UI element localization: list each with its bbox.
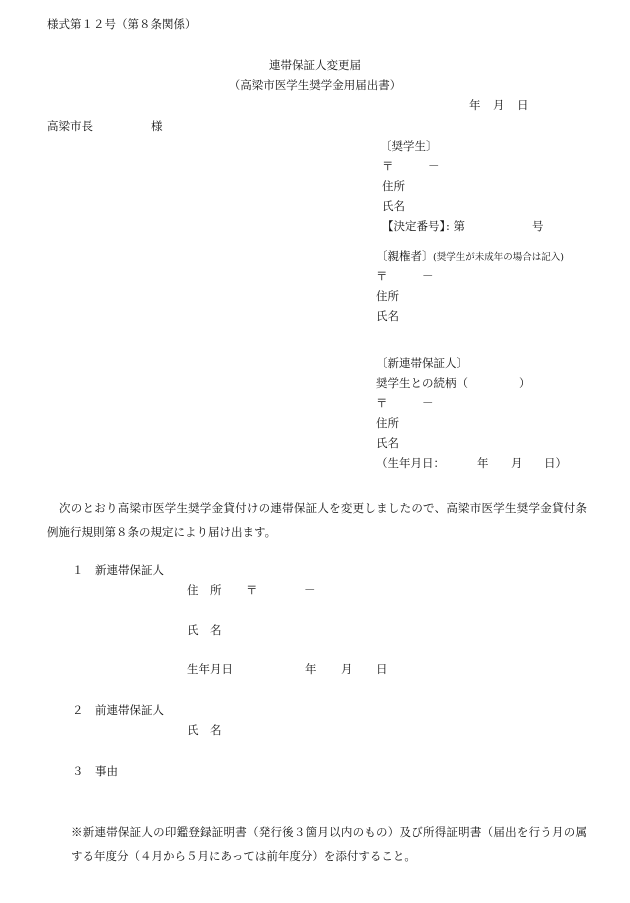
section3-number: ３	[72, 764, 84, 778]
guardian-address-label: 住所	[376, 289, 399, 303]
date-month-label: 月	[493, 98, 505, 112]
decision-number-prefix: : 第	[446, 219, 466, 233]
section1-number: １	[72, 563, 84, 577]
decision-number-suffix: 号	[532, 219, 544, 233]
decision-number-label: 【決定番号】	[382, 219, 451, 233]
section1-postal-dash: －	[304, 583, 316, 597]
section2-title: 前連帯保証人	[95, 703, 164, 717]
body-paragraph: 次のとおり高梁市医学生奨学金貸付けの連帯保証人を変更しましたので、高梁市医学生奨学金貸付条例施行規則第８条の規定により届け出ます。	[47, 501, 587, 539]
relation-close: ）	[519, 376, 531, 390]
new-guarantor-address-label: 住所	[376, 416, 399, 430]
date-day-label: 日	[517, 98, 529, 112]
section1-birth-year: 年	[305, 662, 317, 676]
student-name-label: 氏名	[382, 199, 405, 213]
form-number: 様式第１２号（第８条関係）	[47, 17, 197, 31]
new-guarantor-birth-label: （生年月日：	[376, 456, 445, 470]
new-guarantor-birth-month: 月	[511, 456, 523, 470]
document-subtitle: （高梁市医学生奨学金用届出書）	[228, 78, 402, 92]
addressee-honorific: 様	[151, 119, 163, 133]
guardian-note: (奨学生が未成年の場合は記入)	[433, 252, 564, 263]
new-guarantor-header: 〔新連帯保証人〕	[376, 356, 468, 370]
relation-label: 奨学生との続柄（	[376, 376, 468, 390]
student-postal-mark: 〒	[382, 159, 394, 173]
guardian-postal-mark: 〒	[376, 269, 388, 283]
section1-birth-label: 生年月日	[187, 662, 233, 676]
guardian-postal-dash: －	[422, 269, 434, 283]
new-guarantor-name-label: 氏名	[376, 436, 399, 450]
student-postal-dash: －	[428, 159, 440, 173]
section1-birth-month: 月	[341, 662, 353, 676]
addressee-name: 高梁市長	[47, 119, 93, 133]
section1-address-label: 住 所	[187, 583, 222, 597]
attachment-note: ※新連帯保証人の印鑑登録証明書（発行後３箇月以内のもの）及び所得証明書（届出を行う月の属する年度分（４月から５月にあっては前年度分）を添付すること。	[71, 825, 587, 863]
student-address-label: 住所	[382, 179, 405, 193]
section1-title: 新連帯保証人	[95, 563, 164, 577]
new-guarantor-birth-day: 日）	[544, 456, 567, 470]
new-guarantor-postal-mark: 〒	[376, 396, 388, 410]
section1-name-label: 氏 名	[187, 623, 222, 637]
student-header: 〔奨学生〕	[380, 139, 438, 153]
section3-title: 事由	[95, 764, 118, 778]
document-title: 連帯保証人変更届	[269, 58, 361, 72]
section2-name-label: 氏 名	[187, 723, 222, 737]
section2-number: ２	[72, 703, 84, 717]
new-guarantor-postal-dash: －	[422, 396, 434, 410]
guardian-name-label: 氏名	[376, 309, 399, 323]
new-guarantor-birth-year: 年	[477, 456, 489, 470]
section1-postal-mark: 〒	[246, 583, 258, 597]
guardian-header: 〔親権者〕	[376, 249, 434, 263]
date-year-label: 年	[469, 98, 481, 112]
section1-birth-day: 日	[376, 662, 388, 676]
